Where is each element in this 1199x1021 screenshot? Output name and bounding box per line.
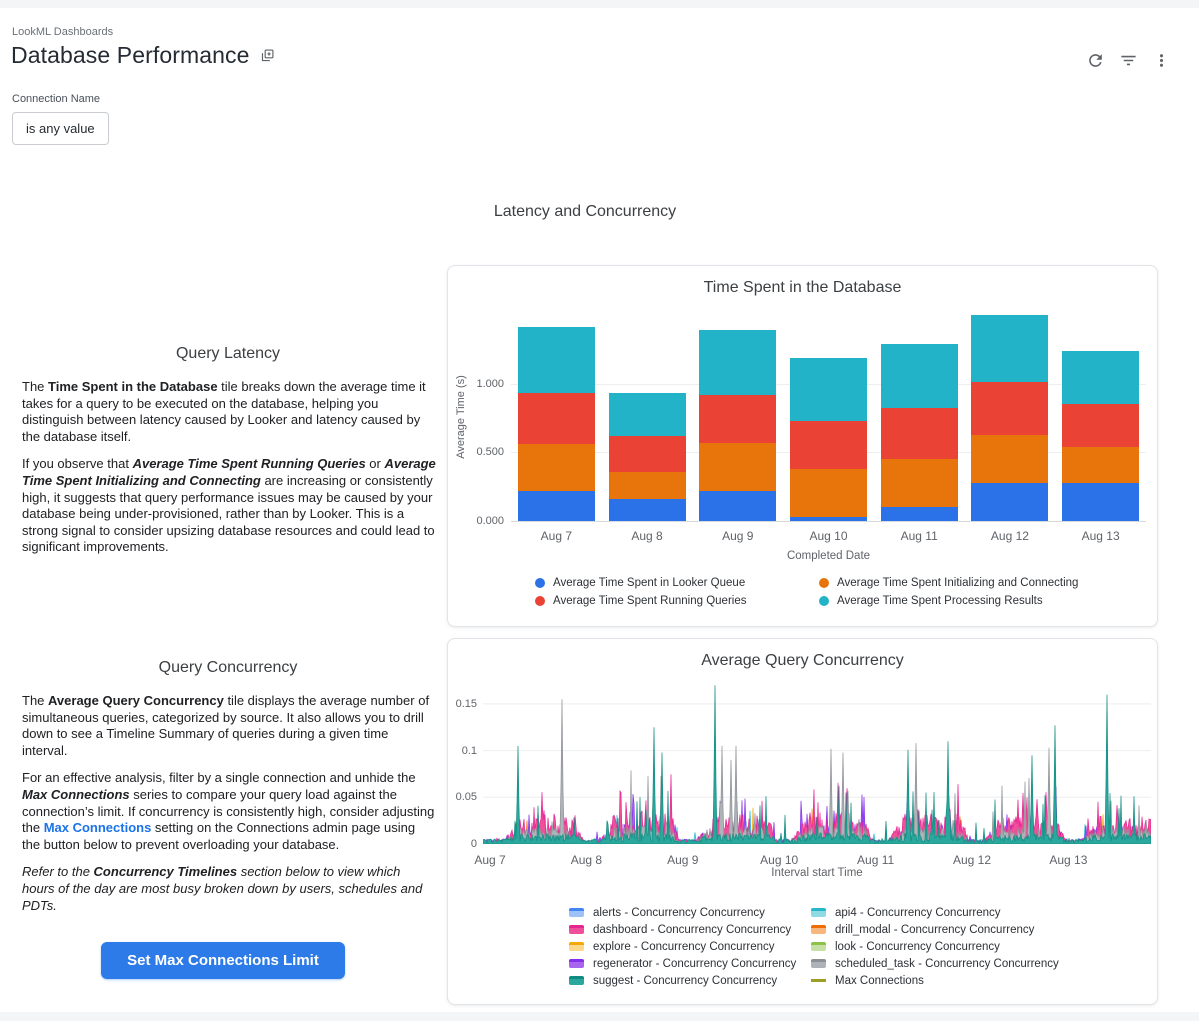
x-tick-label: Aug 9: [722, 529, 754, 543]
x-tick-label: Aug 11: [857, 853, 895, 867]
bar-segment[interactable]: [790, 358, 867, 421]
text-segment: If you observe that: [22, 456, 133, 472]
x-tick-label: Aug 9: [667, 853, 699, 867]
text-segment: Time Spent in the Database: [48, 379, 218, 394]
bar-segment[interactable]: [609, 499, 686, 521]
bar-segment[interactable]: [881, 459, 958, 507]
legend-item[interactable]: [569, 955, 796, 972]
x-tick-label: Aug 8: [570, 853, 603, 867]
concurrency-tile: [447, 638, 1158, 1005]
legend-swatch: [811, 959, 826, 968]
x-tick-label: Aug 10: [760, 853, 799, 867]
legend-label: api4 - Concurrency Concurrency: [835, 906, 1001, 919]
duplicate-dashboard-icon[interactable]: [259, 47, 276, 64]
legend-label: Average Time Spent Initializing and Connecting: [837, 577, 1079, 589]
legend-swatch: [811, 979, 826, 982]
x-axis-label: Interval start Time: [771, 867, 863, 879]
legend-item[interactable]: [569, 938, 796, 955]
bar-segment[interactable]: [1062, 404, 1139, 447]
legend-label: dashboard - Concurrency Concurrency: [593, 923, 792, 936]
bar-group[interactable]: [965, 314, 1056, 521]
x-tick-label: Aug 13: [1049, 853, 1088, 867]
area-chart-plot[interactable]: [483, 684, 1151, 844]
legend-swatch: [811, 942, 826, 951]
bar-segment[interactable]: [699, 330, 776, 395]
y-tick-label: 0.1: [461, 744, 477, 757]
legend-label: alerts - Concurrency Concurrency: [593, 906, 765, 919]
x-tick-label: Aug 13: [1081, 529, 1120, 543]
x-tick-label: Aug 7: [540, 529, 573, 543]
filter-label: Connection Name: [12, 93, 101, 105]
y-tick-label: 0.05: [455, 791, 477, 804]
bar-segment[interactable]: [971, 483, 1048, 521]
connection-name-filter[interactable]: is any value: [12, 112, 109, 145]
paragraph: [22, 770, 436, 853]
set-max-connections-button[interactable]: Set Max Connections Limit: [101, 942, 345, 979]
legend-label: explore - Concurrency Concurrency: [593, 940, 775, 953]
bar-segment[interactable]: [609, 393, 686, 436]
query-latency-text: [22, 379, 436, 567]
legend-item[interactable]: [819, 574, 1078, 592]
paragraph: [22, 693, 436, 759]
dashboard-sheet: [0, 8, 1199, 1012]
bar-group[interactable]: [602, 314, 693, 521]
text-segment: series to compare your query load against the connection’s limit. If concurrency is consistently high, consider adjusting the: [22, 786, 435, 836]
bar-segment[interactable]: [971, 315, 1048, 382]
bar-segment[interactable]: [518, 327, 595, 393]
bar-segment[interactable]: [699, 443, 776, 491]
bar-segment[interactable]: [518, 491, 595, 521]
legend-swatch: [811, 908, 826, 917]
legend-item[interactable]: [811, 972, 1059, 989]
section-title: Latency and Concurrency: [493, 203, 677, 220]
legend-item[interactable]: [569, 972, 796, 989]
bar-segment[interactable]: [699, 491, 776, 521]
paragraph: [22, 864, 436, 914]
legend-label: regenerator - Concurrency Concurrency: [593, 957, 797, 970]
x-tick-label: Aug 12: [990, 529, 1029, 543]
chart-title: Time Spent in the Database: [703, 279, 902, 296]
bar-group[interactable]: [692, 314, 783, 521]
text-segment: Average Time Spent Running Queries: [132, 456, 366, 472]
legend-swatch: [569, 976, 584, 985]
bar-segment[interactable]: [790, 469, 867, 517]
legend-label: drill_modal - Concurrency Concurrency: [835, 923, 1035, 936]
bar-segment[interactable]: [699, 395, 776, 443]
bar-group[interactable]: [783, 314, 874, 521]
paragraph: [22, 456, 436, 556]
x-tick-label: Aug 10: [809, 529, 848, 543]
x-tick-label: Aug 7: [474, 853, 506, 867]
bar-segment[interactable]: [881, 507, 958, 521]
bar-segment[interactable]: [1062, 351, 1139, 405]
query-concurrency-text: [22, 693, 436, 925]
text-segment: setting on the Connections admin page using the button below to prevent overloading your database.: [22, 820, 416, 852]
bar-segment[interactable]: [1062, 447, 1139, 483]
query-concurrency-title: Query Concurrency: [158, 659, 298, 676]
page-title: Database Performance: [11, 42, 250, 68]
x-tick-label: Aug 12: [952, 853, 992, 867]
text-segment: section below to view which hours of the day are most busy broken down by users, schedules and PDTs.: [22, 864, 423, 913]
header-actions: [1086, 51, 1171, 70]
kebab-menu-icon[interactable]: [1152, 51, 1171, 70]
filter-icon[interactable]: [1119, 51, 1138, 70]
legend-label: look - Concurrency Concurrency: [835, 940, 1000, 953]
x-axis-label: Completed Date: [786, 550, 871, 562]
bar-group[interactable]: [511, 314, 602, 521]
text-segment: Average Query Concurrency: [48, 693, 224, 708]
legend-item[interactable]: [811, 955, 1059, 972]
legend-swatch: [819, 596, 829, 606]
legend-item[interactable]: [811, 938, 1059, 955]
bar-segment[interactable]: [881, 408, 958, 459]
bar-segment[interactable]: [790, 421, 867, 469]
paragraph: [22, 379, 436, 445]
legend-label: scheduled_task - Concurrency Concurrency: [835, 957, 1059, 970]
legend-item[interactable]: [535, 574, 746, 592]
legend-item[interactable]: [569, 921, 796, 938]
refresh-icon[interactable]: [1086, 51, 1105, 70]
legend-item[interactable]: [535, 592, 746, 610]
breadcrumb[interactable]: LookML Dashboards: [12, 26, 114, 38]
y-tick-label: 0: [470, 838, 477, 850]
legend-swatch: [569, 925, 584, 934]
y-tick-label: 0.000: [476, 515, 504, 527]
bar-segment[interactable]: [1062, 483, 1139, 521]
text-segment: The: [22, 379, 49, 394]
legend-swatch: [819, 578, 829, 588]
legend-swatch: [535, 578, 545, 588]
time-spent-tile: [447, 265, 1158, 627]
bar-segment[interactable]: [518, 444, 595, 491]
legend-label: Average Time Spent in Looker Queue: [553, 577, 746, 589]
x-tick-label: Aug 11: [900, 529, 938, 543]
text-segment: Max Connections: [22, 786, 130, 802]
legend-label: suggest - Concurrency Concurrency: [593, 974, 778, 987]
bars[interactable]: [511, 314, 1146, 521]
legend-item[interactable]: [569, 904, 796, 921]
text-segment: or: [365, 456, 385, 472]
bar-segment[interactable]: [881, 344, 958, 409]
query-latency-title: Query Latency: [175, 345, 281, 362]
legend-item[interactable]: [811, 904, 1059, 921]
legend-label: Average Time Spent Processing Results: [837, 595, 1043, 607]
legend-item[interactable]: [819, 592, 1078, 610]
title-row: [11, 42, 276, 69]
bar-segment[interactable]: [609, 472, 686, 500]
text-segment: Average Time Spent Initializing and Connecting: [22, 456, 436, 488]
y-tick-label: 1.000: [476, 377, 504, 390]
legend-label: Average Time Spent Running Queries: [553, 595, 747, 607]
text-segment: tile displays the average number of simultaneous queries, categorized by source. It also allows you to drill down to see a Timeline Summary of queries during a given time interval.: [22, 693, 430, 758]
text-segment: For an effective analysis, filter by a single connection and unhide the: [22, 770, 416, 786]
legend-label: Max Connections: [835, 974, 924, 987]
x-tick-label: Aug 8: [631, 529, 663, 543]
bar-group[interactable]: [1055, 314, 1146, 521]
y-tick-label: 0.15: [455, 697, 477, 710]
text-segment: tile breaks down the average time it takes for a query to be executed on the database, helping you distinguish between latency caused by Looker and latency caused by the database itself.: [22, 379, 426, 444]
text-segment: are increasing or consistently high, it suggests that query performance issues may be caused by your database being under-provisioned, rather than by Looker. This is a strong signal to consider upsizing database resources and could lead to significant improvements.: [22, 472, 435, 555]
bar-segment[interactable]: [971, 435, 1048, 483]
legend-swatch: [569, 908, 584, 917]
bar-segment[interactable]: [971, 382, 1048, 434]
chart-title: Average Query Concurrency: [701, 652, 904, 669]
text-segment: Refer to the: [22, 864, 94, 880]
text-segment: The: [22, 693, 49, 708]
legend-item[interactable]: [811, 921, 1059, 938]
bar-group[interactable]: [874, 314, 965, 521]
bar-segment[interactable]: [518, 393, 595, 444]
bar-segment[interactable]: [790, 517, 867, 521]
legend-swatch: [569, 942, 584, 951]
y-tick-label: 0.500: [476, 446, 504, 459]
legend-swatch: [569, 959, 584, 968]
y-axis-label: Average Time (s): [455, 374, 467, 459]
bar-segment[interactable]: [609, 436, 686, 472]
legend-swatch: [535, 596, 545, 606]
legend-swatch: [811, 925, 826, 934]
text-segment: Concurrency Timelines: [93, 864, 238, 880]
gridline: [511, 521, 1146, 522]
max-connections-link[interactable]: Max Connections: [43, 820, 152, 836]
